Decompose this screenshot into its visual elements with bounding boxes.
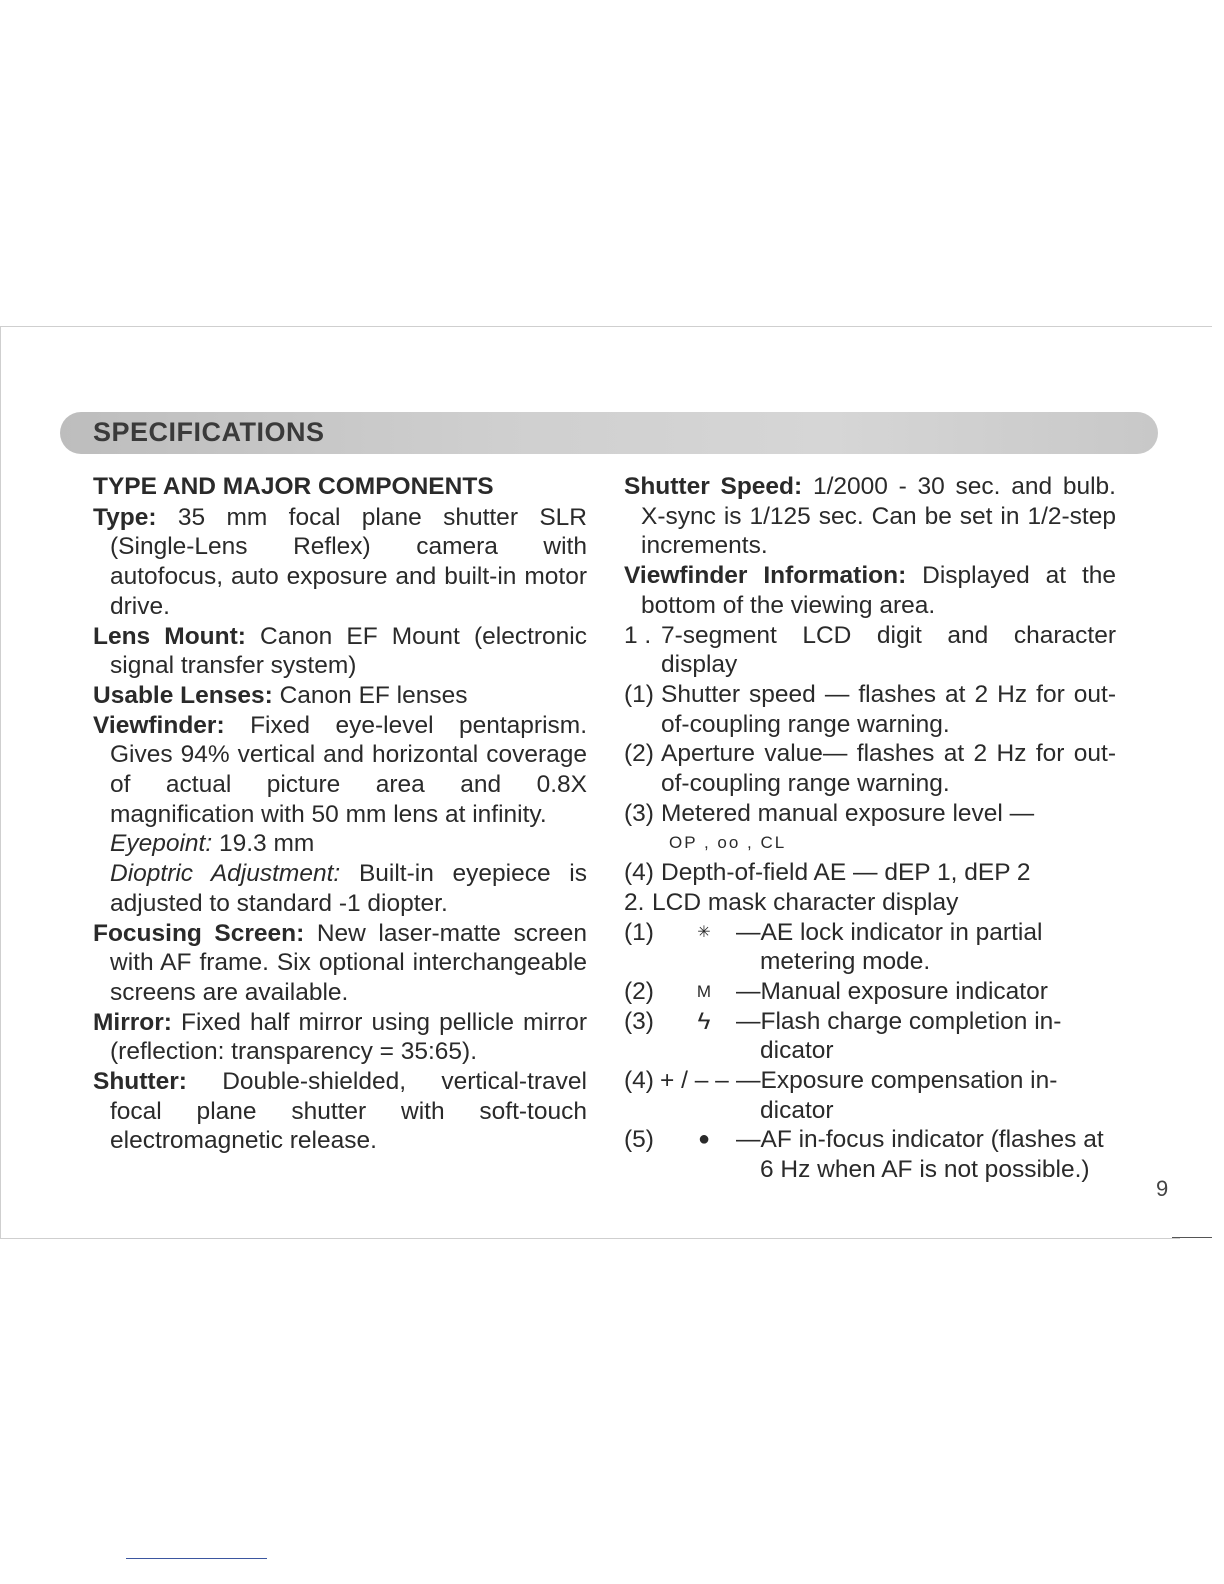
spec-mirror	[93, 1008, 587, 1067]
item-number: (3)	[624, 799, 654, 827]
type-and-components-heading: TYPE AND MAJOR COMPONENTS	[93, 473, 494, 500]
mask-number: (4)	[624, 1067, 654, 1095]
spec-eyepoint	[93, 829, 587, 859]
spec-viewfinder	[93, 711, 587, 830]
item-number: (1)	[624, 680, 654, 708]
list-item	[624, 621, 1116, 680]
left-column	[93, 472, 587, 1156]
lcd-codes: OP , oo , CL	[669, 833, 787, 853]
asterisk-icon: ✳	[697, 923, 711, 941]
viewfinder-label: Viewfinder:	[93, 711, 225, 739]
spec-dioptric	[93, 859, 587, 918]
type-label: Type:	[93, 503, 157, 531]
shutter-label: Shutter:	[93, 1068, 187, 1096]
item-text: LCD mask character display	[652, 888, 959, 916]
bottom-rule	[0, 1238, 1180, 1239]
page-number: 9	[1156, 1176, 1169, 1201]
eyepoint-text: 19.3 mm	[218, 830, 315, 858]
mask-number: (2)	[624, 977, 654, 1005]
spec-focusing-screen	[93, 919, 587, 1008]
mask-text-cont: 6 Hz when AF is not possible.)	[760, 1156, 1090, 1184]
mask-number: (1)	[624, 918, 654, 946]
mask-item-af-focus	[624, 1125, 1116, 1184]
usable-lenses-text: Canon EF lenses	[279, 681, 468, 709]
dioptric-label: Dioptric Adjustment:	[110, 860, 341, 888]
mask-text: —AF in-focus indicator (flashes at	[736, 1126, 1104, 1154]
viewfinder-text: Fixed eye-level pentaprism. Gives 94% vertical and horizontal coverage of actual picture area and 0.8X magnification with 50 mm lens at infinity.	[110, 711, 588, 828]
bottom-right-rule	[1172, 1237, 1212, 1238]
focusing-label: Focusing Screen:	[93, 919, 305, 947]
type-text: 35 mm focal plane shutter SLR (Single-Lens Reflex) camera with autofocus, auto exposure and built-in motor drive.	[110, 503, 587, 620]
spec-type	[93, 503, 587, 622]
usable-lenses-label: Usable Lenses:	[93, 681, 273, 709]
manual-m-icon: M	[696, 981, 712, 1001]
item-text: Shutter speed — flashes at 2 Hz for out-of-coupling range warning.	[661, 680, 1116, 738]
shutter-text: Double-shielded, vertical-travel focal plane shutter with soft-touch electromagnetic release.	[110, 1068, 587, 1155]
footer-rule	[126, 1558, 267, 1559]
list-item	[624, 858, 1116, 888]
mask-item-manual	[624, 977, 1116, 1007]
eyepoint-label: Eyepoint:	[110, 830, 213, 858]
mask-text: —Exposure compensation in-	[736, 1067, 1058, 1095]
vf-info-text: Displayed at the bottom of the viewing area.	[641, 562, 1117, 619]
item-number: 2.	[624, 888, 645, 916]
mask-text-cont: dicator	[760, 1037, 834, 1065]
spec-shutter-speed	[624, 472, 1116, 561]
mask-text: —Manual exposure indicator	[736, 977, 1048, 1005]
top-rule	[0, 326, 1212, 327]
list-item	[624, 888, 1116, 918]
item-text: Depth-of-field AE — dEP 1, dEP 2	[661, 859, 1031, 887]
mask-number: (5)	[624, 1126, 654, 1154]
mask-text: —Flash charge completion in-	[736, 1007, 1062, 1035]
item-number: (4)	[624, 859, 654, 887]
list-item	[624, 799, 1116, 829]
section-title: SPECIFICATIONS	[93, 417, 325, 447]
shutter-speed-label: Shutter Speed:	[624, 473, 803, 500]
item-number: (2)	[624, 740, 654, 768]
lens-mount-label: Lens Mount:	[93, 622, 246, 650]
dot-icon: ●	[697, 1128, 711, 1151]
list-item	[624, 739, 1116, 798]
section-banner	[60, 412, 1158, 454]
mirror-text: Fixed half mirror using pellicle mirror (reflection: transparency = 35:65).	[110, 1008, 587, 1066]
plus-minus-icon: + / – –	[660, 1067, 729, 1095]
spec-shutter	[93, 1067, 587, 1156]
mask-text-cont: metering mode.	[760, 948, 931, 976]
spec-usable-lenses	[93, 681, 587, 711]
list-item	[624, 680, 1116, 739]
item-text: 7-segment LCD digit and character display	[661, 621, 1116, 679]
vf-info-label: Viewfinder Information:	[624, 562, 907, 590]
lens-mount-text: Canon EF Mount (electronic signal transfer system)	[110, 622, 587, 680]
spec-viewfinder-info	[624, 561, 1116, 620]
right-column	[624, 472, 1116, 1185]
left-edge-rule	[0, 326, 1, 1238]
item-text: Aperture value— flashes at 2 Hz for out-of-coupling range warning.	[661, 740, 1116, 798]
mirror-label: Mirror:	[93, 1008, 172, 1036]
focusing-text: New laser-matte screen with AF frame. Six optional interchangeable screens are available.	[110, 919, 587, 1006]
mask-text-cont: dicator	[760, 1096, 834, 1124]
mask-number: (3)	[624, 1007, 654, 1035]
mask-item-flash	[624, 1007, 1116, 1066]
mask-item-ae-lock	[624, 918, 1116, 977]
flash-bolt-icon: ϟ	[697, 1007, 711, 1035]
mask-item-exposure-comp	[624, 1066, 1116, 1125]
dioptric-text: Built-in eyepiece is adjusted to standard -1 diopter.	[110, 860, 588, 917]
shutter-speed-text: 1/2000 - 30 sec. and bulb. X-sync is 1/125 sec. Can be set in 1/2-step increments.	[641, 473, 1116, 560]
item-text: Metered manual exposure level —	[661, 799, 1035, 827]
spec-lens-mount	[93, 622, 587, 681]
mask-text: —AE lock indicator in partial	[736, 918, 1043, 946]
item-number: 1 .	[624, 621, 652, 649]
